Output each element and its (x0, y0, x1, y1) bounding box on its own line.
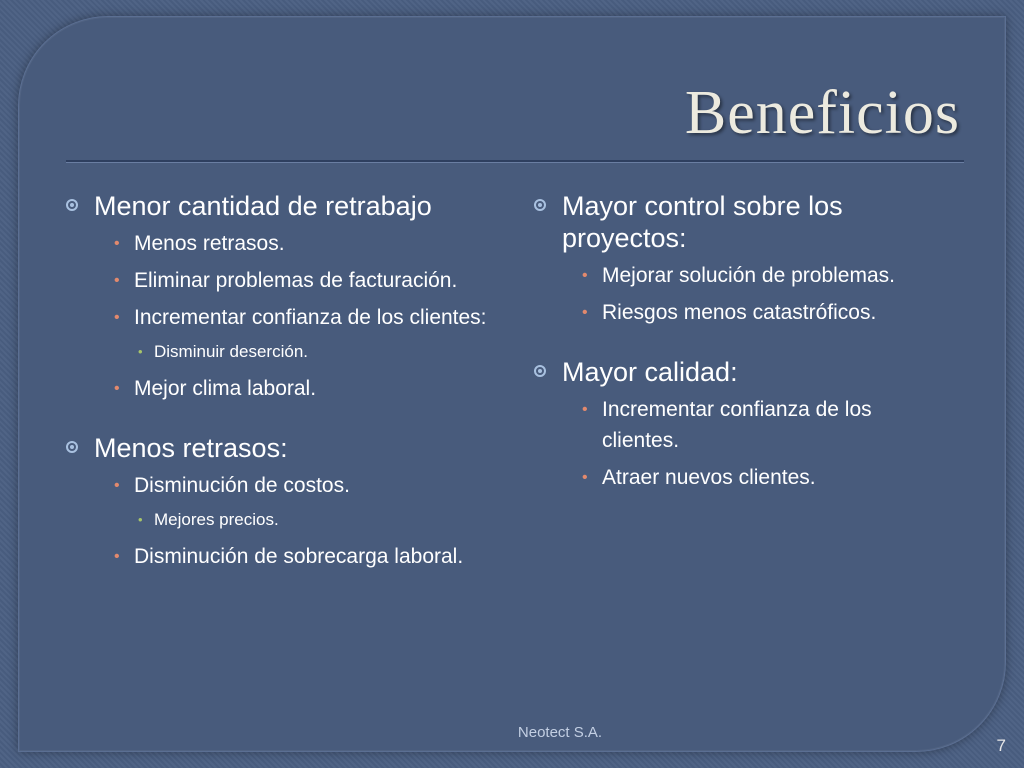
slide-footer: Neotect S.A. (517, 724, 603, 741)
bullet-item-text: Incrementar confianza de los clientes: (134, 306, 487, 329)
bullet-heading-text: Mayor calidad: (562, 357, 738, 387)
dot-bullet-icon: • (582, 267, 588, 284)
dot-bullet-icon: • (114, 548, 120, 565)
dot-bullet-icon: • (114, 380, 120, 397)
bullet-item (530, 462, 950, 493)
dot-bullet-icon: • (114, 309, 120, 326)
circle-dot-bullet-icon (534, 365, 546, 377)
bullet-subitem-text: Disminuir deserción. (154, 342, 308, 361)
circle-dot-bullet-icon (66, 441, 78, 453)
slide-title: Beneficios (684, 79, 960, 147)
bullet-item (62, 265, 502, 296)
bullet-item (530, 297, 950, 328)
dot-bullet-icon: • (582, 469, 588, 486)
bullet-item (530, 394, 950, 456)
bullet-item (62, 470, 502, 501)
bullet-item (62, 302, 502, 333)
dot-bullet-icon: • (114, 272, 120, 289)
bullet-heading (530, 356, 950, 388)
circle-dot-bullet-icon (66, 199, 78, 211)
bullet-subitem (62, 339, 502, 365)
bullet-item (530, 260, 950, 291)
bullet-section (530, 190, 950, 328)
bullet-item-text: Mejorar solución de problemas. (602, 264, 895, 287)
bullet-item-text: Menos retrasos. (134, 232, 285, 255)
small-dot-bullet-icon: • (138, 344, 143, 359)
title-divider (66, 160, 964, 163)
bullet-heading-text: Mayor control sobre los proyectos: (562, 191, 843, 253)
bullet-item-text: Eliminar problemas de facturación. (134, 269, 458, 292)
bullet-item-text: Riesgos menos catastróficos. (602, 301, 877, 324)
bullet-item (62, 541, 502, 572)
bullet-item (62, 373, 502, 404)
small-dot-bullet-icon: • (138, 512, 143, 527)
right-column (530, 190, 950, 521)
bullet-item (62, 228, 502, 259)
dot-bullet-icon: • (582, 401, 588, 418)
bullet-item-text: Incrementar confianza de los clientes. (602, 398, 872, 452)
circle-dot-bullet-icon (534, 199, 546, 211)
dot-bullet-icon: • (582, 304, 588, 321)
bullet-heading-text: Menor cantidad de retrabajo (94, 191, 432, 221)
bullet-item-text: Mejor clima laboral. (134, 377, 317, 400)
bullet-heading (62, 190, 502, 222)
bullet-item-text: Disminución de costos. (134, 474, 350, 497)
bullet-heading (62, 432, 502, 464)
dot-bullet-icon: • (114, 477, 120, 494)
page-number: 7 (996, 736, 1006, 755)
bullet-heading-text: Menos retrasos: (94, 433, 288, 463)
bullet-section (62, 432, 502, 572)
bullet-item-text: Atraer nuevos clientes. (602, 466, 816, 489)
left-column (62, 190, 502, 600)
bullet-section (530, 356, 950, 493)
bullet-section (62, 190, 502, 404)
bullet-heading (530, 190, 950, 254)
bullet-item-text: Disminución de sobrecarga laboral. (134, 545, 464, 568)
bullet-subitem (62, 507, 502, 533)
dot-bullet-icon: • (114, 235, 120, 252)
bullet-subitem-text: Mejores precios. (154, 510, 279, 529)
